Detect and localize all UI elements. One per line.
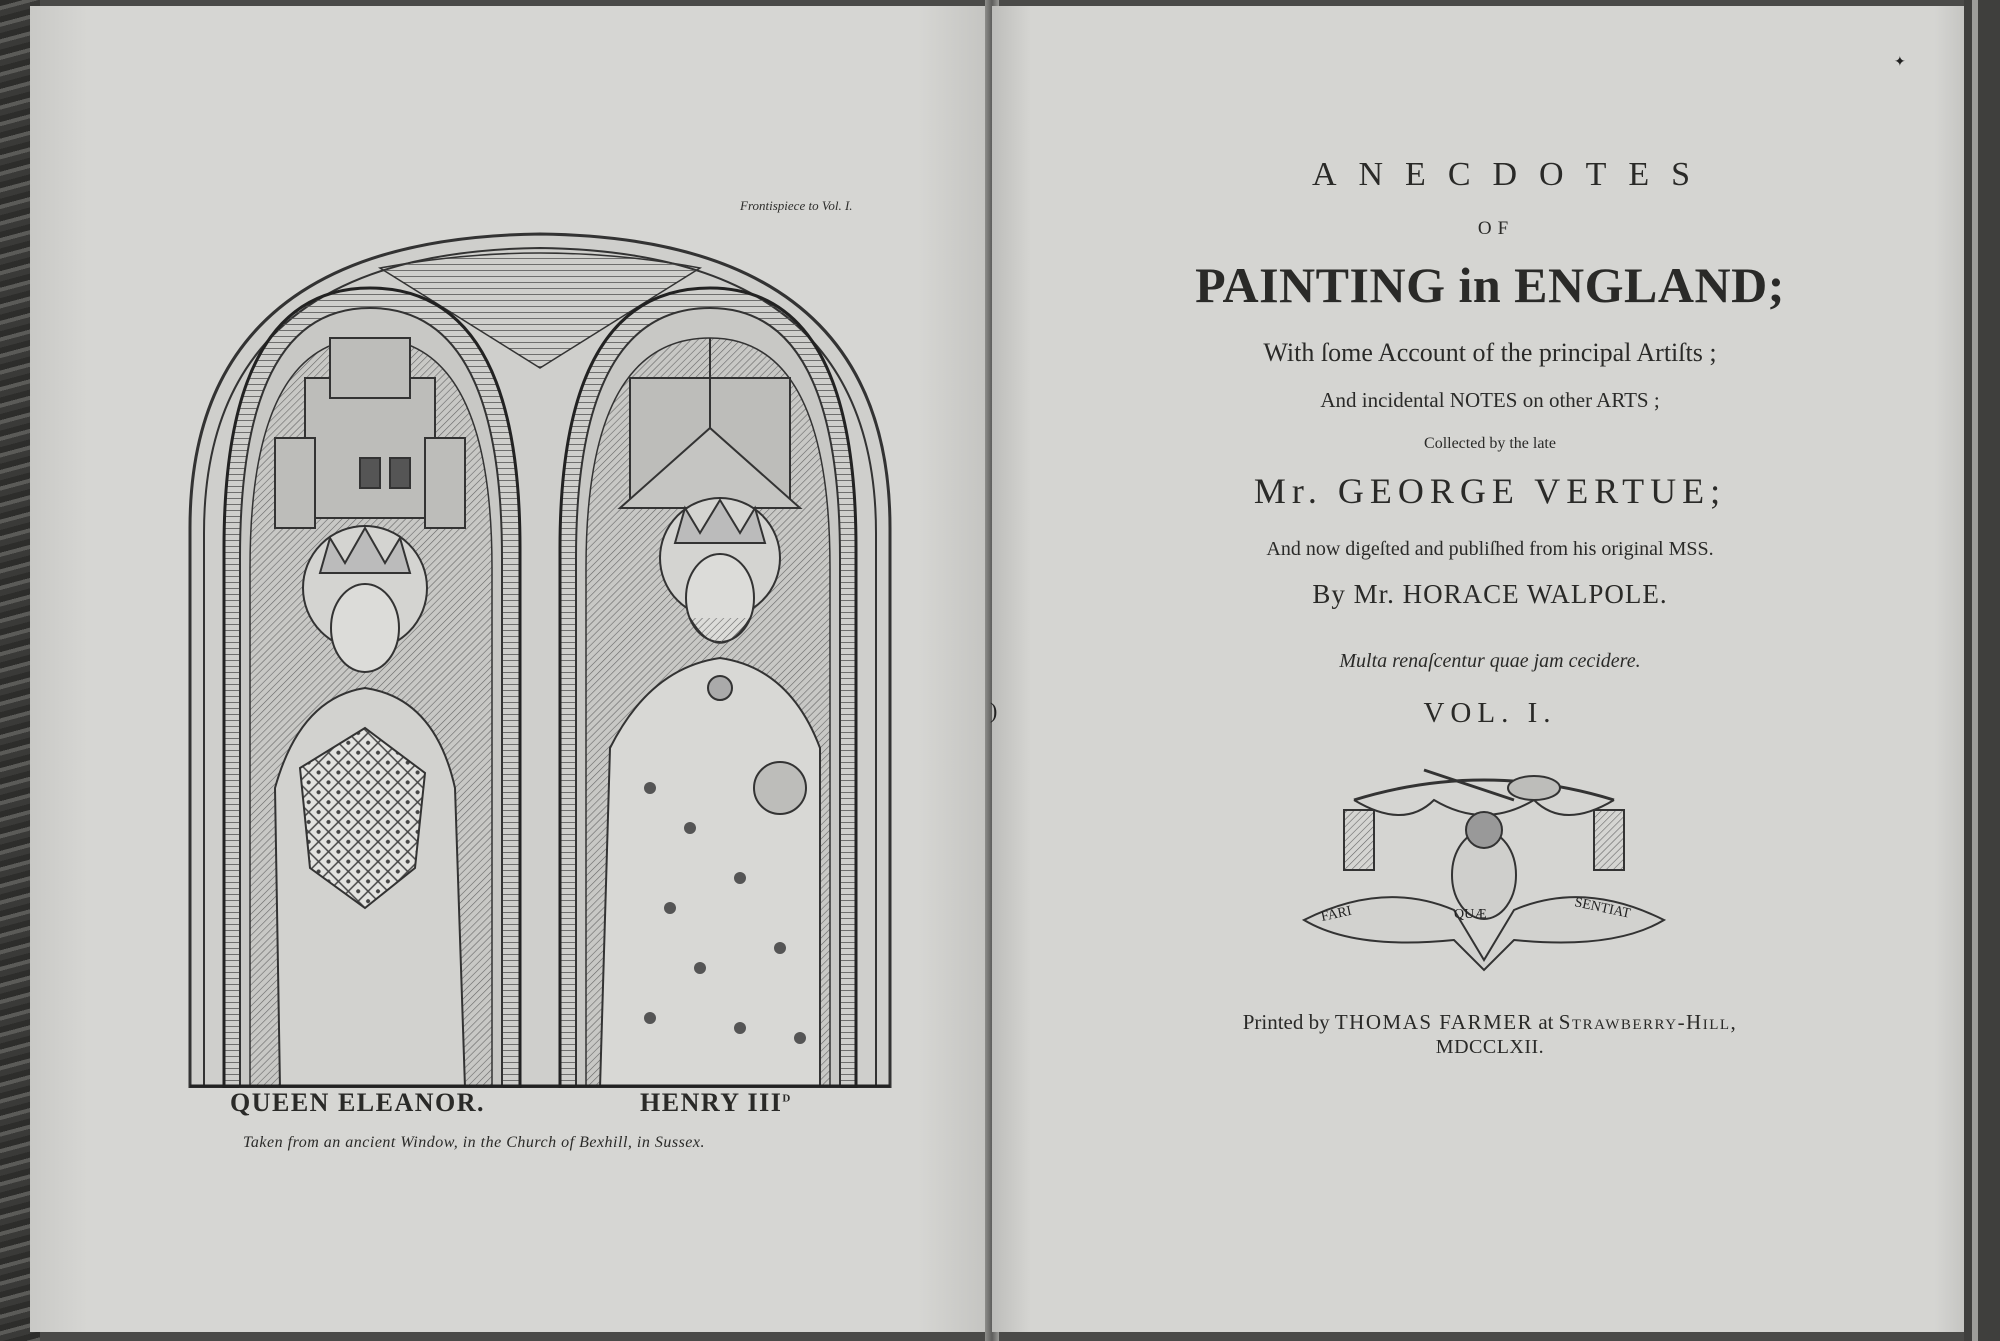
subtitle-notes: And incidental NOTES on other ARTS ; [1320, 388, 1660, 412]
gutter-mark: ) [990, 698, 998, 723]
frontispiece-engraving [180, 228, 900, 1088]
title-anecdotes: ANECDOTES [1311, 156, 1713, 193]
author-line: By Mr. HORACE WALPOLE. [1312, 579, 1668, 609]
imprint-line [1080, 1010, 1900, 1035]
subtitle-artists: With ſome Account of the principal Artiſts ; [1263, 338, 1717, 367]
book-right-edge [1964, 0, 2000, 1341]
imprint-printer: THOMAS FARMER [1334, 1010, 1534, 1034]
imprint-place: Strawberry-Hill, [1558, 1010, 1738, 1034]
collected-by: Collected by the late [1424, 435, 1556, 452]
caption-henry-text: HENRY III [640, 1088, 783, 1117]
ornament-motto-quae: QUÆ [1454, 907, 1487, 922]
imprint-prefix: Printed by [1242, 1010, 1330, 1034]
printer-ornament [1284, 760, 1684, 980]
digested-line: And now digeſted and publiſhed from his original MSS. [1266, 538, 1714, 560]
latin-motto: Multa renaſcentur quae jam cecidere. [1339, 650, 1641, 672]
ornament-motto-sentiat: SENTIAT [1573, 895, 1632, 922]
page-edge-line [1972, 0, 1978, 1341]
title-main: PAINTING in ENGLAND; [1195, 257, 1785, 313]
page-corner-mark: ✦ [1894, 55, 1906, 70]
frontispiece-label: Frontispiece to Vol. I. [740, 198, 853, 213]
volume-label: VOL. I. [1423, 697, 1557, 729]
caption-henry-suffix: d [782, 1089, 792, 1106]
imprint-date: MDCCLXII. [1435, 1036, 1545, 1058]
caption-henry-iii [640, 1088, 792, 1118]
collector-name: Mr. GEORGE VERTUE; [1253, 471, 1727, 511]
caption-queen-eleanor: QUEEN ELEANOR. [230, 1088, 486, 1117]
frontispiece-subcaption: Taken from an ancient Window, in the Church of Bexhill, in Sussex. [243, 1134, 705, 1151]
imprint-at: at [1538, 1010, 1554, 1034]
ornament-motto-fari: FARI [1319, 903, 1354, 925]
title-of: OF [1477, 218, 1515, 239]
